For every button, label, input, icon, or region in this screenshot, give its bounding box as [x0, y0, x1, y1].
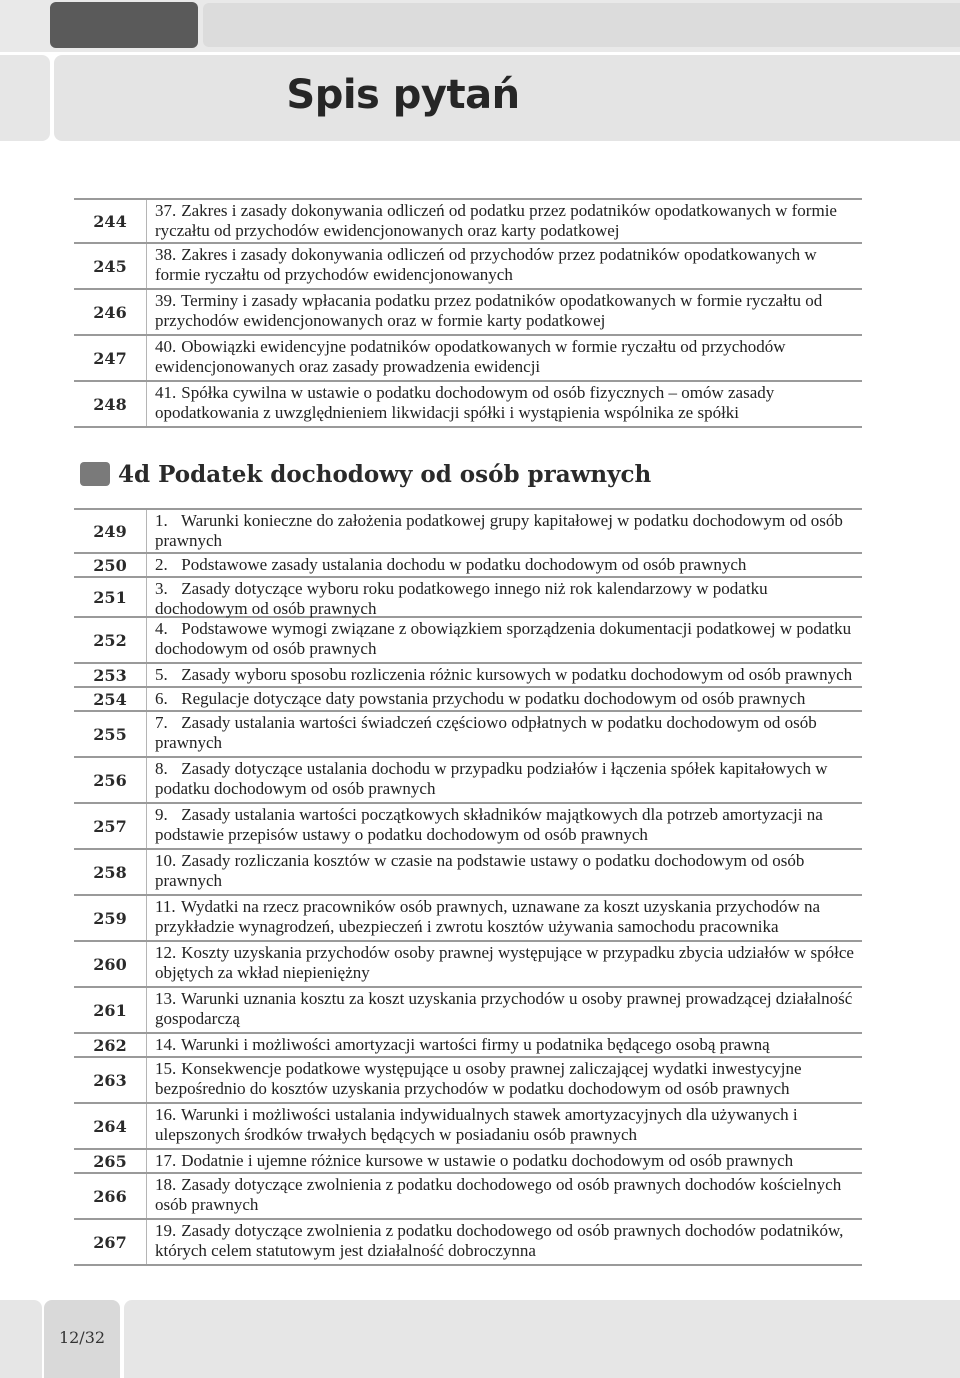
toc-page-number: 256	[74, 758, 147, 802]
toc-entry-number: 18.	[155, 1175, 177, 1194]
toc-row[interactable]	[74, 664, 862, 688]
toc-row[interactable]	[74, 1104, 862, 1150]
toc-entry-number: 16.	[155, 1105, 177, 1124]
toc-entry	[147, 712, 862, 756]
toc-row[interactable]	[74, 578, 862, 618]
header-band-right	[203, 3, 960, 47]
toc-entry-text: Terminy i zasady wpłacania podatku przez podatników opodatkowanych w formie ryczałtu od przychodów ewidencjonowanych oraz w formie karty podatkowej	[155, 291, 823, 330]
toc-entry	[147, 578, 862, 616]
toc-entry-text: Wydatki na rzecz pracowników osób prawnych, uznawane za koszt uzyskania przychodów na przykładzie wynagrodzeń, ubezpieczeń i zwrotu kosztów używania samochodu pracownika	[155, 897, 821, 936]
toc-entry-text: Zasady dotyczące wyboru roku podatkowego innego niż rok kalendarzowy w podatku dochodowym od osób prawnych	[155, 579, 768, 618]
toc-entry-number: 12.	[155, 943, 177, 962]
toc-section-4d	[74, 508, 862, 1266]
toc-entry-text: Spółka cywilna w ustawie o podatku dochodowym od osób fizycznych – omów zasady opodatkowania z uwzględnieniem likwidacji spółki i wystąpienia wspólnika ze spółki	[155, 383, 775, 422]
toc-row[interactable]	[74, 1220, 862, 1266]
toc-entry-number: 2.	[155, 555, 168, 574]
section-marker-icon	[80, 462, 110, 486]
toc-entry-text: Podstawowe wymogi związane z obowiązkiem sporządzenia dokumentacji podatkowej w podatku dochodowym od osób prawnych	[155, 619, 852, 658]
toc-row[interactable]	[74, 1034, 862, 1058]
toc-entry-number: 3.	[155, 579, 168, 598]
toc-entry	[147, 618, 862, 662]
toc-page-number: 259	[74, 896, 147, 940]
toc-entry	[147, 200, 862, 242]
toc-entry-number: 14.	[155, 1035, 177, 1054]
toc-entry-number: 9.	[155, 805, 168, 824]
toc-row[interactable]	[74, 942, 862, 988]
toc-entry-number: 15.	[155, 1059, 177, 1078]
toc-entry-text: Regulacje dotyczące daty powstania przychodu w podatku dochodowym od osób prawnych	[181, 689, 806, 708]
toc-row[interactable]	[74, 804, 862, 850]
toc-entry-text: Konsekwencje podatkowe występujące u osoby prawnej zaliczającej wydatki inwestycyjne bezpośrednio do kosztów uzyskania przychodów w podatku dochodowym od osób prawnych	[155, 1059, 802, 1098]
toc-page-number: 244	[74, 200, 147, 242]
toc-entry-number: 4.	[155, 619, 168, 638]
toc-row[interactable]	[74, 1174, 862, 1220]
toc-row[interactable]	[74, 336, 862, 382]
toc-entry	[147, 1104, 862, 1148]
toc-entry-number: 11.	[155, 897, 176, 916]
toc-entry-text: Koszty uzyskania przychodów osoby prawnej występujące w przypadku zbycia udziałów w spółce objętych za wkład niepieniężny	[155, 943, 854, 982]
toc-entry-text: Zasady dotyczące zwolnienia z podatku dochodowego od osób prawnych dochodów kościelnych osób prawnych	[155, 1175, 842, 1214]
toc-page-number: 245	[74, 244, 147, 288]
toc-entry-number: 5.	[155, 665, 168, 684]
toc-row[interactable]	[74, 290, 862, 336]
page-title: Spis pytań	[286, 72, 520, 118]
toc-page-number: 264	[74, 1104, 147, 1148]
toc-page-number: 249	[74, 510, 147, 552]
toc-entry	[147, 336, 862, 380]
toc-entry	[147, 942, 862, 986]
toc-row[interactable]	[74, 198, 862, 244]
toc-section-4c	[74, 198, 862, 428]
toc-row[interactable]	[74, 1150, 862, 1174]
toc-page-number: 254	[74, 688, 147, 710]
toc-page-number: 267	[74, 1220, 147, 1264]
toc-entry-text: Warunki uznania kosztu za koszt uzyskania przychodów u osoby prawnej prowadzącej działalność gospodarczą	[155, 989, 853, 1028]
toc-page-number: 246	[74, 290, 147, 334]
toc-page-number: 251	[74, 578, 147, 616]
toc-entry-text: Zakres i zasady dokonywania odliczeń od przychodów przez podatników opodatkowanych w formie ryczałtu od przychodów ewidencjonowanych	[155, 245, 817, 284]
toc-entry	[147, 896, 862, 940]
toc-page-number: 253	[74, 664, 147, 686]
toc-row[interactable]	[74, 508, 862, 554]
toc-entry-number: 37.	[155, 201, 177, 220]
toc-row[interactable]	[74, 758, 862, 804]
toc-entry-number: 13.	[155, 989, 177, 1008]
toc-entry	[147, 290, 862, 334]
toc-entry	[147, 1150, 862, 1172]
toc-entry	[147, 1220, 862, 1264]
toc-entry-text: Zasady wyboru sposobu rozliczenia różnic kursowych w podatku dochodowym od osób prawnych	[181, 665, 853, 684]
toc-entry	[147, 1034, 862, 1056]
toc-entry-text: Zasady rozliczania kosztów w czasie na podstawie ustawy o podatku dochodowym od osób prawnych	[155, 851, 805, 890]
toc-entry	[147, 758, 862, 802]
toc-entry-number: 10.	[155, 851, 177, 870]
toc-row[interactable]	[74, 1058, 862, 1104]
toc-entry-number: 17.	[155, 1151, 177, 1170]
toc-entry	[147, 1174, 862, 1218]
toc-entry-text: Podstawowe zasady ustalania dochodu w podatku dochodowym od osób prawnych	[181, 555, 747, 574]
toc-entry-text: Zasady dotyczące zwolnienia z podatku dochodowego od osób prawnych dochodów podatników, których celem statutowym jest działalność dobroczynna	[155, 1221, 844, 1260]
toc-entry-number: 8.	[155, 759, 168, 778]
toc-row[interactable]	[74, 712, 862, 758]
toc-page-number: 266	[74, 1174, 147, 1218]
toc-entry-number: 19.	[155, 1221, 177, 1240]
toc-row[interactable]	[74, 618, 862, 664]
toc-entry-text: Dodatnie i ujemne różnice kursowe w ustawie o podatku dochodowym od osób prawnych	[181, 1151, 794, 1170]
toc-entry-number: 40.	[155, 337, 177, 356]
toc-entry-number: 1.	[155, 511, 168, 530]
footer-band-left	[0, 1300, 42, 1378]
toc-entry	[147, 664, 862, 686]
toc-row[interactable]	[74, 244, 862, 290]
toc-page-number: 255	[74, 712, 147, 756]
toc-entry-text: Warunki i możliwości amortyzacji wartości firmy u podatnika będącego osobą prawną	[180, 1035, 770, 1054]
header-tab	[50, 2, 198, 48]
toc-entry-number: 41.	[155, 383, 177, 402]
toc-entry	[147, 988, 862, 1032]
toc-entry	[147, 1058, 862, 1102]
toc-entry-text: Zasady dotyczące ustalania dochodu w przypadku podziałów i łączenia spółek kapitałowych w podatku dochodowym od osób prawnych	[155, 759, 828, 798]
toc-entry-number: 38.	[155, 245, 177, 264]
toc-entry	[147, 688, 862, 710]
section-heading-4d	[80, 457, 651, 491]
page-indicator: 12/32	[58, 1328, 106, 1347]
toc-entry	[147, 554, 862, 576]
toc-page-number: 247	[74, 336, 147, 380]
toc-entry-text: Warunki konieczne do założenia podatkowej grupy kapitałowej w podatku dochodowym od osób prawnych	[155, 511, 843, 550]
toc-entry-number: 39.	[155, 291, 177, 310]
toc-row[interactable]	[74, 850, 862, 896]
toc-entry-text: Warunki i możliwości ustalania indywidualnych stawek amortyzacyjnych dla używanych i ulepszonych środków trwałych będących w posiadaniu osób prawnych	[155, 1105, 798, 1144]
toc-entry	[147, 850, 862, 894]
toc-page-number: 258	[74, 850, 147, 894]
toc-row[interactable]	[74, 988, 862, 1034]
toc-entry	[147, 510, 862, 552]
toc-entry-text: Zasady ustalania wartości początkowych składników majątkowych dla potrzeb amortyzacji na podstawie przepisów ustawy o podatku dochodowym od osób prawnych	[155, 805, 823, 844]
toc-entry-number: 7.	[155, 713, 168, 732]
toc-page-number: 263	[74, 1058, 147, 1102]
toc-row[interactable]	[74, 688, 862, 712]
toc-page-number: 257	[74, 804, 147, 848]
toc-entry	[147, 382, 862, 426]
toc-page-number: 252	[74, 618, 147, 662]
toc-page-number: 262	[74, 1034, 147, 1056]
toc-entry	[147, 804, 862, 848]
toc-page-number: 265	[74, 1150, 147, 1172]
toc-page-number: 250	[74, 554, 147, 576]
section-title: 4d Podatek dochodowy od osób prawnych	[118, 460, 652, 488]
toc-entry-text: Zakres i zasady dokonywania odliczeń od podatku przez podatników opodatkowanych w formie ryczałtu od przychodów ewidencjonowanych oraz karty podatkowej	[155, 201, 837, 240]
toc-entry-number: 6.	[155, 689, 168, 708]
toc-entry-text: Zasady ustalania wartości świadczeń częściowo odpłatnych w podatku dochodowym od osób prawnych	[155, 713, 817, 752]
toc-entry	[147, 244, 862, 288]
toc-row[interactable]	[74, 896, 862, 942]
toc-row[interactable]	[74, 382, 862, 428]
toc-row[interactable]	[74, 554, 862, 578]
toc-entry-text: Obowiązki ewidencyjne podatników opodatkowanych w formie ryczałtu od przychodów ewidencjonowanych oraz zasady prowadzenia ewidencji	[155, 337, 786, 376]
footer-band-right	[124, 1300, 960, 1378]
toc-page-number: 261	[74, 988, 147, 1032]
toc-page-number: 260	[74, 942, 147, 986]
toc-page-number: 248	[74, 382, 147, 426]
